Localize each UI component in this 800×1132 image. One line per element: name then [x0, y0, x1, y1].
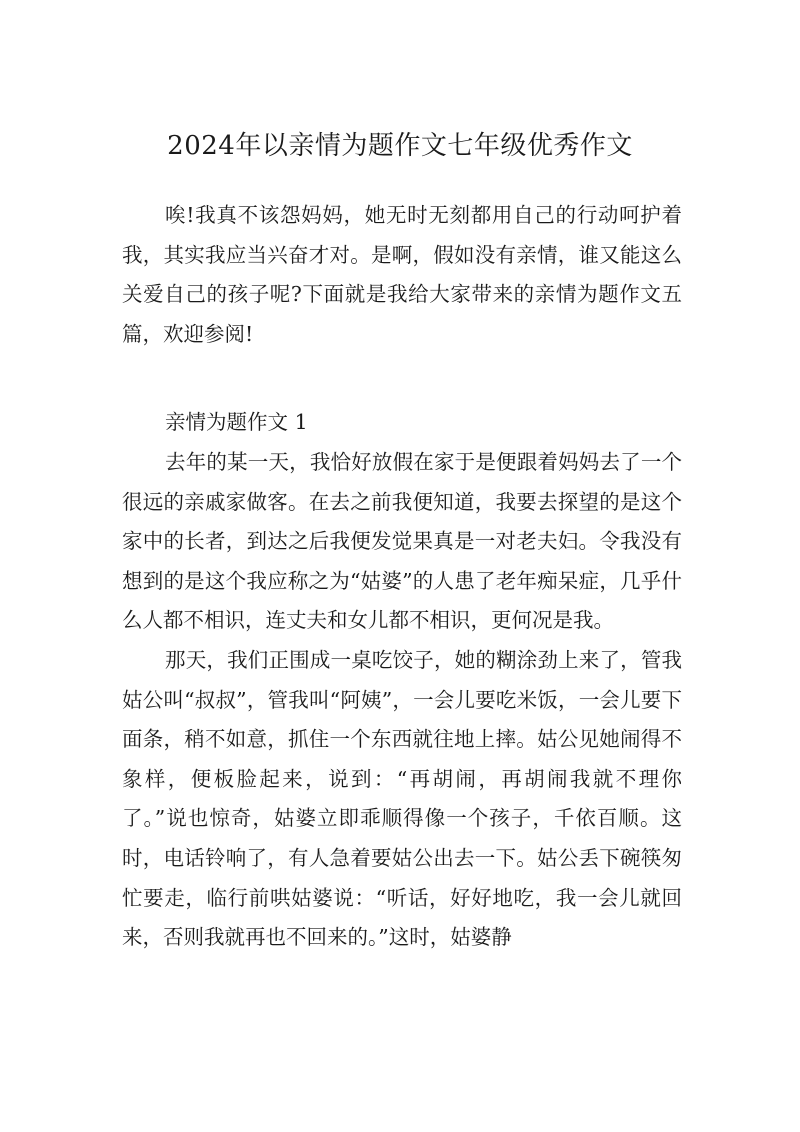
intro-paragraph: 唉!我真不该怨妈妈，她无时无刻都用自己的行动呵护着我，其实我应当兴奋才对。是啊，假如没有亲情，谁又能这么关爱自己的孩子呢?下面就是我给大家带来的亲情为题作文五篇，欢迎参阅!	[122, 203, 682, 346]
document-title: 2024年以亲情为题作文七年级优秀作文	[167, 131, 633, 161]
document-body	[122, 196, 682, 958]
body-paragraph: 去年的某一天，我恰好放假在家于是便跟着妈妈去了一个很远的亲戚家做客。在去之前我便知道，我要去探望的是这个家中的长者，到达之后我便发觉果真是一对老夫妇。令我没有想到的是这个我应称之为“姑婆”的人患了老年痴呆症，几乎什么人都不相识，连丈夫和女儿都不相识，更何况是我。	[122, 449, 682, 633]
section-heading: 亲情为题作文 1	[165, 410, 308, 435]
body-paragraph: 那天，我们正围成一桌吃饺子，她的糊涂劲上来了，管我姑公叫“叔叔”，管我叫“阿姨”，一会儿要吃米饭，一会儿要下面条，稍不如意，抓住一个东西就往地上摔。姑公见她闹得不象样，便板脸起来，说到：“再胡闹，再胡闹我就不理你了。”说也惊奇，姑婆立即乖顺得像一个孩子，千依百顺。这时，电话铃响了，有人急着要姑公出去一下。姑公丢下碗筷匆忙要走，临行前哄姑婆说：“听话，好好地吃，我一会儿就回来，否则我就再也不回来的。”这时，姑婆静	[122, 647, 682, 950]
